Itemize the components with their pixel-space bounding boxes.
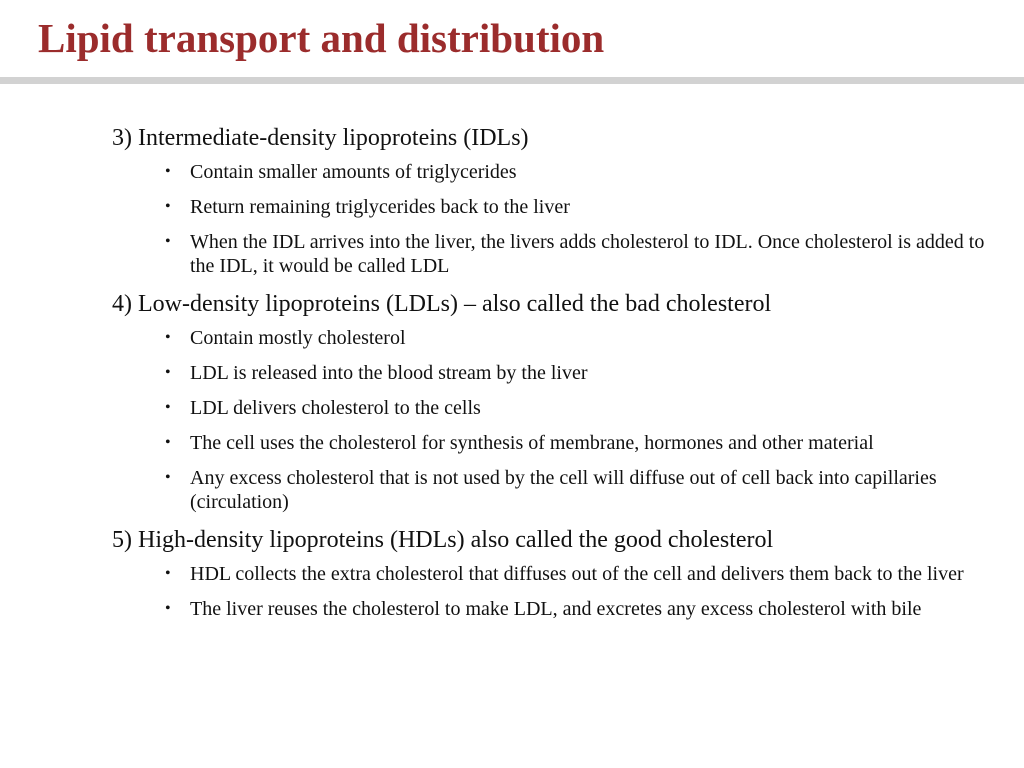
bullet-text: When the IDL arrives into the liver, the livers adds cholesterol to IDL. Once cholesterol is added to the IDL, it would be called LDL (190, 231, 985, 277)
bullet-icon: • (165, 163, 171, 180)
bullet-text: The liver reuses the cholesterol to make LDL, and excretes any excess cholesterol with bile (190, 598, 922, 620)
bullet-item (112, 396, 1012, 420)
slide-body (112, 121, 1012, 621)
section-heading: 3) Intermediate-density lipoproteins (IDLs) (112, 125, 529, 151)
bullet-list (112, 562, 1012, 621)
section-hdl (112, 523, 1012, 621)
bullet-text: The cell uses the cholesterol for synthesis of membrane, hormones and other material (190, 432, 874, 454)
section-heading: 4) Low-density lipoproteins (LDLs) – also called the bad cholesterol (112, 291, 772, 317)
bullet-item (112, 562, 1012, 586)
bullet-icon: • (165, 434, 171, 451)
bullet-item (112, 466, 1012, 514)
title-divider (0, 77, 1024, 84)
bullet-icon: • (165, 198, 171, 215)
bullet-icon: • (165, 329, 171, 346)
bullet-item (112, 230, 1012, 278)
bullet-item (112, 326, 1012, 350)
bullet-list (112, 160, 1012, 278)
bullet-icon: • (165, 364, 171, 381)
slide-title: Lipid transport and distribution (38, 15, 605, 61)
bullet-icon: • (165, 600, 171, 617)
bullet-text: LDL is released into the blood stream by the liver (190, 362, 588, 384)
bullet-text: HDL collects the extra cholesterol that diffuses out of the cell and delivers them back to the liver (190, 563, 964, 585)
section-idl (112, 121, 1012, 278)
bullet-list (112, 326, 1012, 514)
bullet-icon: • (165, 565, 171, 582)
bullet-text: Return remaining triglycerides back to the liver (190, 196, 570, 218)
bullet-icon: • (165, 469, 171, 486)
bullet-text: LDL delivers cholesterol to the cells (190, 397, 481, 419)
bullet-icon: • (165, 233, 171, 250)
section-heading: 5) High-density lipoproteins (HDLs) also called the good cholesterol (112, 527, 774, 553)
bullet-item (112, 160, 1012, 184)
bullet-item (112, 431, 1012, 455)
bullet-text: Contain mostly cholesterol (190, 327, 406, 349)
bullet-item (112, 361, 1012, 385)
section-ldl (112, 287, 1012, 514)
bullet-text: Any excess cholesterol that is not used by the cell will diffuse out of cell back into capillaries (circulation) (190, 467, 937, 513)
bullet-item (112, 195, 1012, 219)
bullet-text: Contain smaller amounts of triglycerides (190, 161, 517, 183)
bullet-icon: • (165, 399, 171, 416)
bullet-item (112, 597, 1012, 621)
